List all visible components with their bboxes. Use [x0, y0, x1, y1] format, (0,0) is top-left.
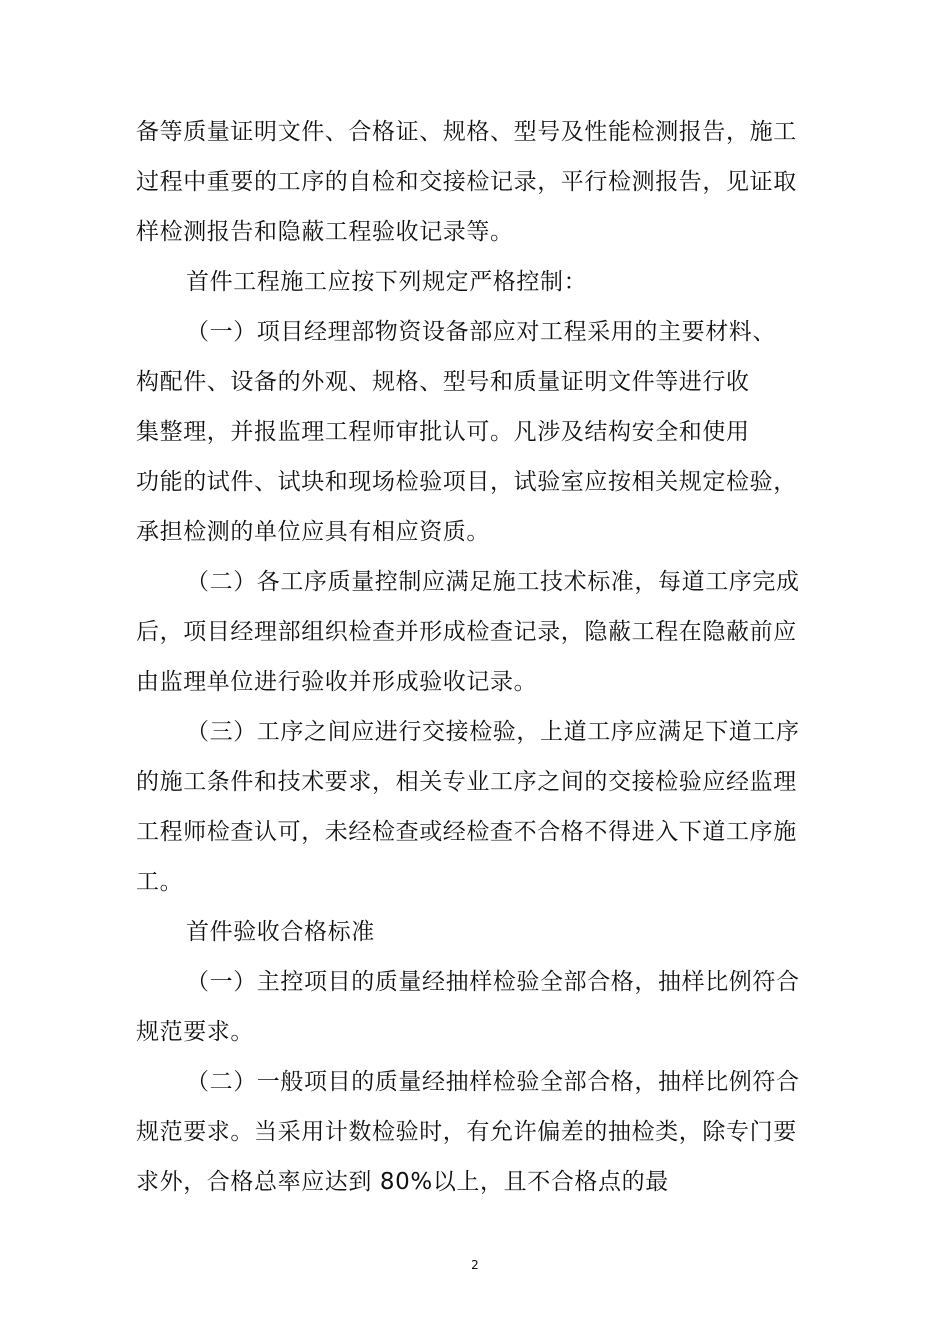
- text-line: （二）各工序质量控制应满足施工技术标准，每道工序完成: [186, 569, 800, 595]
- text-line: 功能的试件、试块和现场检验项目，试验室应按相关规定检验，: [136, 469, 797, 495]
- text-line: 后，项目经理部组织检查并形成检查记录，隐蔽工程在隐蔽前应: [136, 619, 797, 645]
- text-line: 过程中重要的工序的自检和交接检记录，平行检测报告，见证取: [136, 169, 797, 195]
- text-line: 样检测报告和隐蔽工程验收记录等。: [136, 219, 514, 245]
- text-line: 规范要求。: [136, 1019, 254, 1045]
- text-line: （二）一般项目的质量经抽样检验全部合格，抽样比例符合: [186, 1069, 800, 1095]
- text-line: （一）项目经理部物资设备部应对工程采用的主要材料、: [186, 319, 776, 345]
- text-line: 由监理单位进行验收并形成验收记录。: [136, 669, 538, 695]
- paragraph-heading: 首件工程施工应按下列规定严格控制：: [186, 269, 588, 295]
- text-line: 工。: [136, 869, 184, 895]
- paragraph-heading: 首件验收合格标准: [186, 919, 375, 945]
- text-line: 工程师检查认可，未经检查或经检查不合格不得进入下道工序施: [136, 819, 797, 845]
- text-line: 求外，合格总率应达到 80%以上，且不合格点的最: [136, 1169, 669, 1195]
- text-line: 备等质量证明文件、合格证、规格、型号及性能检测报告，施工: [136, 119, 797, 145]
- text-line: （三）工序之间应进行交接检验，上道工序应满足下道工序: [186, 719, 800, 745]
- text-line: 承担检测的单位应具有相应资质。: [136, 519, 490, 545]
- page-number: 2: [471, 1258, 479, 1272]
- text-line: 规范要求。当采用计数检验时，有允许偏差的抽检类，除专门要: [136, 1119, 797, 1145]
- text-line: 构配件、设备的外观、规格、型号和质量证明文件等进行收: [136, 369, 750, 395]
- text-line: （一）主控项目的质量经抽样检验全部合格，抽样比例符合: [186, 969, 800, 995]
- text-line: 集整理，并报监理工程师审批认可。凡涉及结构安全和使用: [136, 419, 750, 445]
- text-line: 的施工条件和技术要求，相关专业工序之间的交接检验应经监理: [136, 769, 797, 795]
